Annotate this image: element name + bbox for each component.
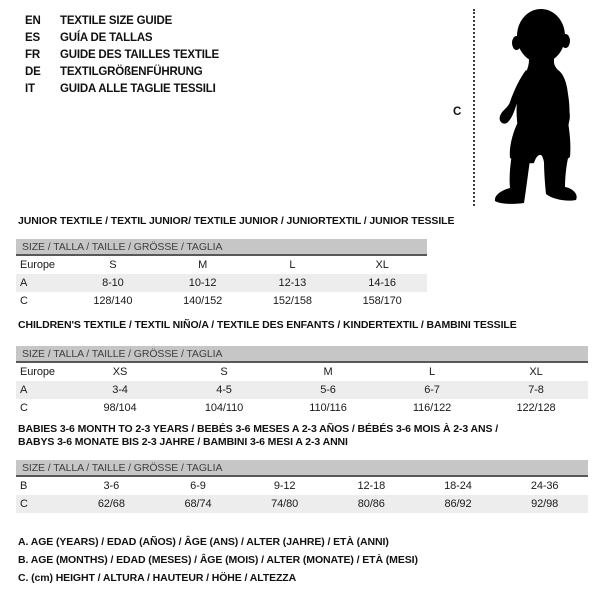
cell: 12-18 xyxy=(357,480,386,492)
cell: 6-9 xyxy=(190,480,206,492)
lang-code: IT xyxy=(25,83,35,95)
cell: 86/92 xyxy=(444,498,472,510)
cell: 62/68 xyxy=(97,498,125,510)
cell: 110/116 xyxy=(309,402,347,414)
cell: 74/80 xyxy=(271,498,299,510)
column-header: L xyxy=(428,366,436,378)
cell: 128/140 xyxy=(93,295,133,307)
column-header: Europe xyxy=(20,366,55,378)
footnote-age-months: B. AGE (MONTHS) / EDAD (MESES) / ÂGE (MOIS) / ALTER (MONATE) / ETÀ (MESI) xyxy=(18,554,418,566)
cell: 68/74 xyxy=(184,498,212,510)
column-header: M xyxy=(323,366,333,378)
height-measure-dotted-line xyxy=(473,9,475,206)
lang-row-es xyxy=(25,30,219,47)
baby-silhouette-icon xyxy=(483,6,595,206)
junior-size-table xyxy=(16,239,427,310)
cell: 9-12 xyxy=(273,480,296,492)
cell: 3-6 xyxy=(103,480,120,492)
lang-code: ES xyxy=(25,32,40,44)
cell: 3-4 xyxy=(112,384,128,396)
cell: 80/86 xyxy=(357,498,385,510)
children-size-table xyxy=(16,346,588,417)
cell: 14-16 xyxy=(368,277,396,289)
column-header: XL xyxy=(529,366,543,378)
table-header-row xyxy=(16,256,427,274)
table-row xyxy=(16,292,427,310)
lang-row-fr xyxy=(25,47,219,64)
table-row xyxy=(16,399,588,417)
size-header-bar: SIZE / TALLA / TAILLE / GRÖSSE / TAGLIA xyxy=(16,346,588,363)
cell: 116/122 xyxy=(412,402,452,414)
cell: 8-10 xyxy=(102,277,124,289)
column-header: L xyxy=(289,259,296,271)
column-header: XL xyxy=(375,259,389,271)
babies-size-table xyxy=(16,460,588,513)
table-header-row xyxy=(16,363,588,381)
cell: 152/158 xyxy=(272,295,312,307)
row-label: A xyxy=(20,277,28,289)
babies-title-line2: BABYS 3-6 MONATE BIS 2-3 JAHRE / BAMBINI 3-6 MESI A 2-3 ANNI xyxy=(18,436,348,448)
row-label: A xyxy=(20,384,28,396)
cell: 4-5 xyxy=(216,384,232,396)
babies-section-title xyxy=(18,423,578,449)
lang-row-de xyxy=(25,64,219,81)
row-label: C xyxy=(20,295,28,307)
children-table xyxy=(16,363,588,417)
table-row xyxy=(16,495,588,513)
children-section-title: CHILDREN'S TEXTILE / TEXTIL NIÑO/A / TEXTILE DES ENFANTS / KINDERTEXTIL / BAMBINI TESSILE xyxy=(18,319,517,331)
cell: 7-8 xyxy=(528,384,544,396)
cell: 122/128 xyxy=(516,402,556,414)
cell: 5-6 xyxy=(320,384,336,396)
column-header: XS xyxy=(112,366,128,378)
cell: 140/152 xyxy=(183,295,223,307)
junior-table xyxy=(16,256,427,310)
table-row xyxy=(16,274,427,292)
cell: 10-12 xyxy=(188,277,217,289)
language-title-list xyxy=(25,13,219,98)
cell: 92/98 xyxy=(531,498,559,510)
lang-label: GUÍA DE TALLAS xyxy=(60,32,153,44)
column-header: S xyxy=(109,259,117,271)
lang-label: TEXTILGRÖßENFÜHRUNG xyxy=(60,66,203,78)
lang-row-en xyxy=(25,13,219,30)
row-label: B xyxy=(20,480,28,492)
footnote-height-cm: C. (cm) HEIGHT / ALTURA / HAUTEUR / HÖHE / ALTEZZA xyxy=(18,572,297,584)
height-measure-label: C xyxy=(453,106,462,118)
column-header: S xyxy=(220,366,228,378)
row-label: C xyxy=(20,402,28,414)
cell: 18-24 xyxy=(444,480,472,492)
table-row xyxy=(16,381,588,399)
size-header-bar: SIZE / TALLA / TAILLE / GRÖSSE / TAGLIA xyxy=(16,460,588,477)
lang-code: EN xyxy=(25,15,41,27)
table-row xyxy=(16,477,588,495)
column-header: Europe xyxy=(20,259,55,271)
column-header: M xyxy=(198,259,208,271)
babies-title-line1: BABIES 3-6 MONTH TO 2-3 YEARS / BEBÉS 3-6 MESES A 2-3 AÑOS / BÉBÉS 3-6 MOIS À 2-3 ANS / xyxy=(18,423,499,435)
babies-table xyxy=(16,477,588,513)
lang-row-it xyxy=(25,81,219,98)
size-header-bar: SIZE / TALLA / TAILLE / GRÖSSE / TAGLIA xyxy=(16,239,427,256)
junior-section-title: JUNIOR TEXTILE / TEXTIL JUNIOR/ TEXTILE JUNIOR / JUNIORTEXTIL / JUNIOR TESSILE xyxy=(18,215,455,227)
cell: 158/170 xyxy=(362,295,402,307)
footnote-legend xyxy=(18,533,418,587)
lang-code: DE xyxy=(25,66,41,78)
lang-label: GUIDA ALLE TAGLIE TESSILI xyxy=(60,83,216,95)
cell: 12-13 xyxy=(278,277,307,289)
footnote-age-years: A. AGE (YEARS) / EDAD (AÑOS) / ÂGE (ANS) / ALTER (JAHRE) / ETÀ (ANNI) xyxy=(18,536,389,548)
lang-label: TEXTILE SIZE GUIDE xyxy=(60,15,173,27)
cell: 6-7 xyxy=(424,384,440,396)
cell: 24-36 xyxy=(530,480,559,492)
lang-label: GUIDE DES TAILLES TEXTILE xyxy=(60,49,219,61)
cell: 98/104 xyxy=(103,402,137,414)
lang-code: FR xyxy=(25,49,40,61)
cell: 104/110 xyxy=(204,402,244,414)
row-label: C xyxy=(20,498,28,510)
